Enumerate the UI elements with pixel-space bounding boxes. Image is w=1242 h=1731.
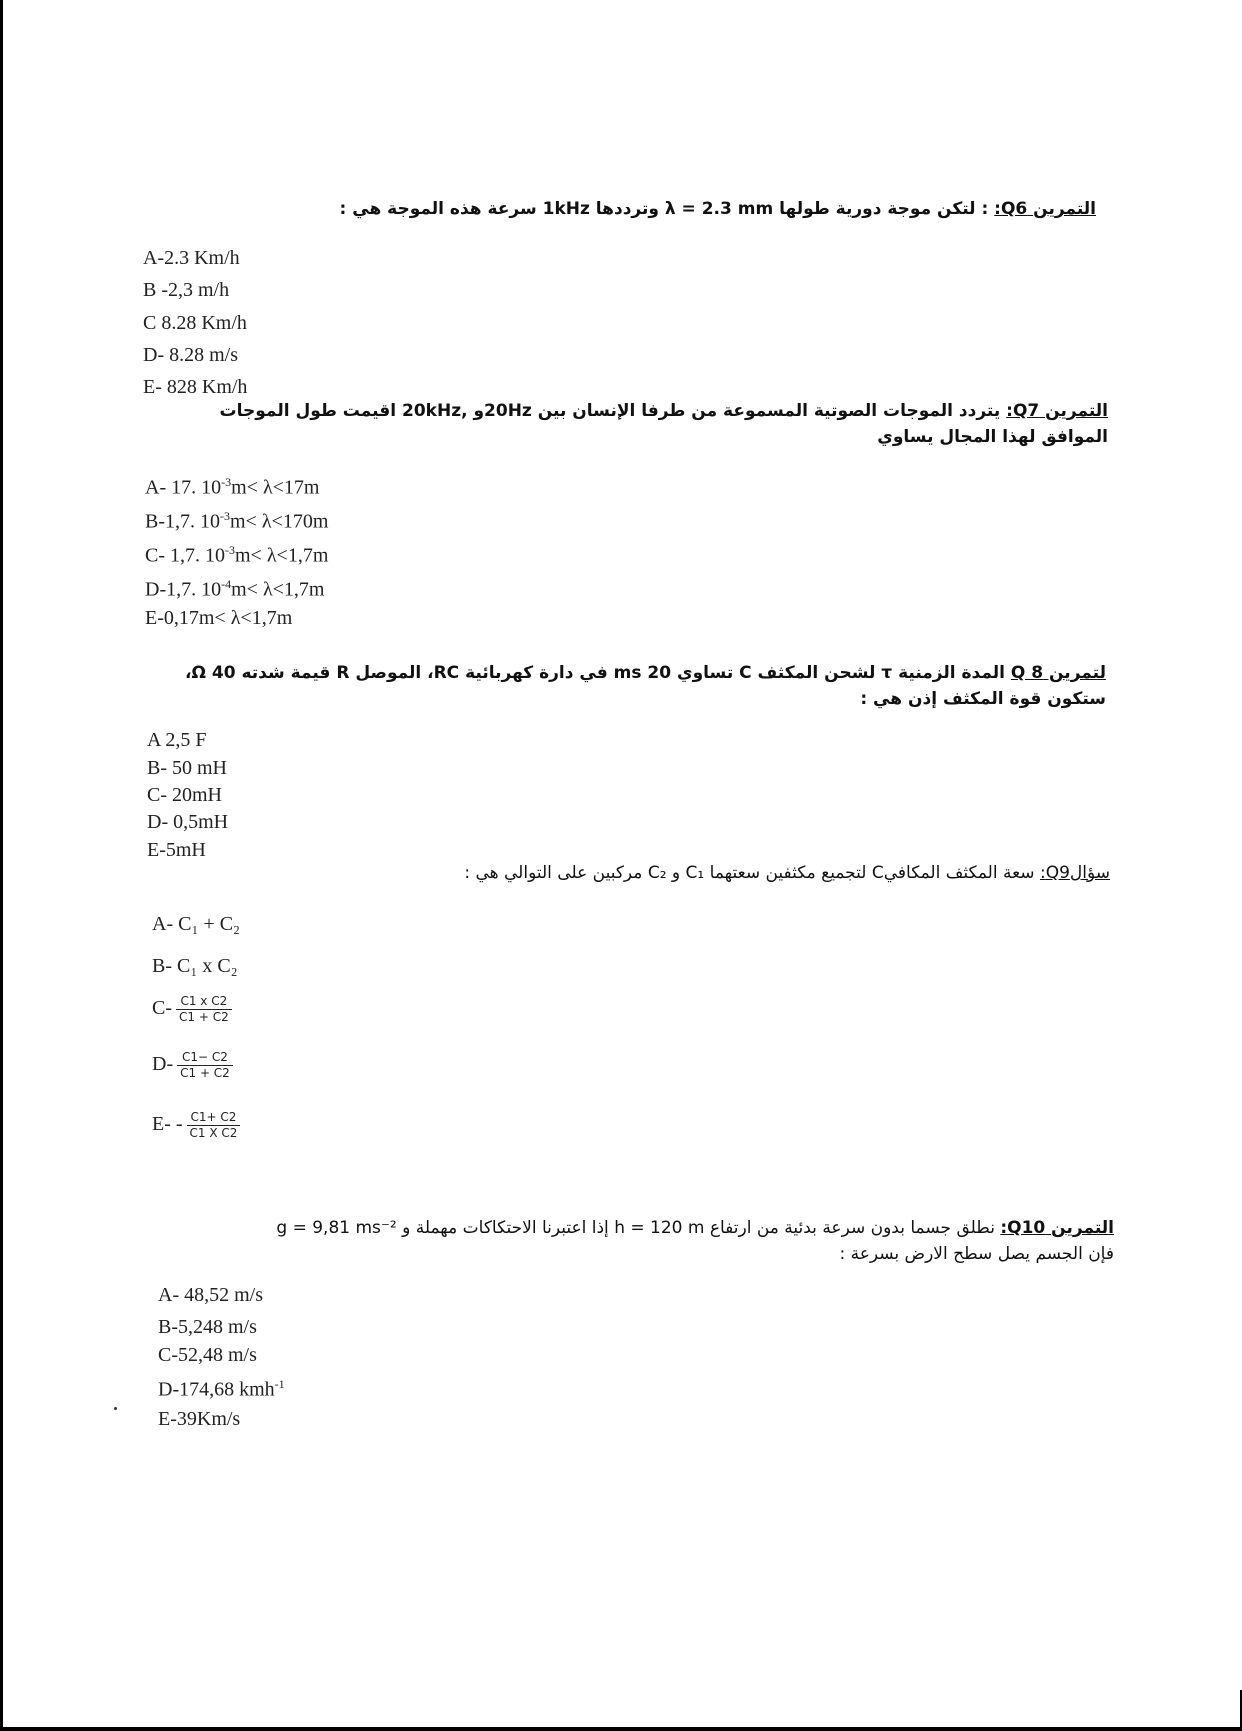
q7-c-range: m< λ<1,7m bbox=[235, 544, 329, 567]
q8-option-d: D- 0,5mH bbox=[147, 811, 229, 833]
q6-text: : لتكن موجة دورية طولها λ = 2.3 mm وترددها 1kHz سرعة هذه الموجة هي : bbox=[339, 199, 989, 219]
q9-d-numerator: C1− C2 bbox=[177, 1050, 233, 1066]
q7-c-base: C- 1,7. 10 bbox=[145, 544, 225, 567]
q7-b-range: m< λ<170m bbox=[230, 510, 329, 533]
q10-option-e: E-39Km/s bbox=[158, 1408, 241, 1430]
q7-option-b bbox=[145, 504, 328, 534]
q7-option-a bbox=[145, 470, 319, 500]
q9-text: سعة المكثف المكافيC لتجميع مكثفين سعتهما C₁ و C₂ مركبين على التوالي هي : bbox=[464, 863, 1035, 883]
q9-d-denominator: C1 + C2 bbox=[180, 1066, 230, 1080]
q8-text: المدة الزمنية τ لشحن المكثف C تساوي 20 ms في دارة كهربائية RC، الموصل R قيمة شدته 40 Ω، bbox=[185, 663, 1005, 683]
q9-option-d bbox=[152, 1050, 233, 1081]
q7-a-range: m< λ<17m bbox=[231, 476, 320, 499]
q9-e-numerator: C1+ C2 bbox=[187, 1110, 241, 1126]
q9-c-fraction bbox=[176, 994, 232, 1025]
q6-option-b: B -2,3 m/h bbox=[143, 279, 230, 301]
q9-label: سؤالQ9: bbox=[1039, 863, 1110, 883]
q8-text-line2: ستكون قوة المكثف إذن هي : bbox=[860, 689, 1106, 709]
q8-option-c: C- 20mH bbox=[147, 784, 222, 806]
scan-border-left bbox=[0, 0, 3, 1731]
q9-e-fraction bbox=[187, 1110, 241, 1141]
q6-option-c: C 8.28 Km/h bbox=[143, 312, 247, 334]
q10-label: التمرين Q10: bbox=[1000, 1218, 1114, 1238]
q6-option-d: D- 8.28 m/s bbox=[143, 344, 238, 366]
q9-c-prefix: C- bbox=[152, 997, 172, 1020]
q10-option-d bbox=[158, 1372, 285, 1402]
q6-option-e: E- 828 Km/h bbox=[143, 376, 248, 398]
q8-option-e: E-5mH bbox=[147, 839, 206, 861]
q8-question bbox=[140, 660, 1106, 712]
q9-c-denominator: C1 + C2 bbox=[179, 1010, 229, 1024]
q7-a-exponent: -3 bbox=[221, 475, 232, 489]
q10-option-b: B-5,248 m/s bbox=[158, 1316, 257, 1338]
q9-option-e bbox=[152, 1110, 240, 1141]
q7-option-c bbox=[145, 538, 328, 568]
q6-label: التمرين Q6: bbox=[994, 199, 1096, 219]
q9-option-c bbox=[152, 994, 232, 1025]
scan-border-bottom bbox=[0, 1727, 1242, 1731]
q7-d-range: m< λ<1,7m bbox=[231, 578, 325, 601]
q7-d-base: D-1,7. 10 bbox=[145, 578, 222, 601]
q7-label: التمرين Q7: bbox=[1006, 401, 1108, 421]
q7-option-e: E-0,17m< λ<1,7m bbox=[145, 607, 293, 629]
q9-d-prefix: D- bbox=[152, 1053, 174, 1076]
q8-label: لتمرين Q 8 bbox=[1010, 663, 1106, 683]
q7-b-exponent: -3 bbox=[220, 509, 230, 523]
q7-c-exponent: -3 bbox=[225, 543, 235, 557]
q7-d-exponent: -4 bbox=[221, 577, 232, 591]
q9-question bbox=[350, 860, 1110, 886]
q10-option-a: A- 48,52 m/s bbox=[158, 1284, 263, 1306]
q10-question bbox=[150, 1215, 1114, 1267]
q9-e-prefix: E- - bbox=[152, 1113, 183, 1136]
q7-a-base: A- 17. 10 bbox=[145, 476, 222, 499]
q10-text-line2: فإن الجسم يصل سطح الارض بسرعة : bbox=[839, 1244, 1114, 1264]
q10-d-base: D-174,68 kmh bbox=[158, 1378, 275, 1401]
q6-option-a: A-2.3 Km/h bbox=[143, 247, 240, 269]
q7-question bbox=[190, 398, 1108, 450]
q9-option-a: A- C₁ + C₂ bbox=[152, 913, 241, 935]
q8-option-b: B- 50 mH bbox=[147, 757, 227, 779]
scan-speck bbox=[114, 1407, 117, 1410]
q7-option-d bbox=[145, 572, 324, 602]
q9-c-numerator: C1 x C2 bbox=[176, 994, 232, 1010]
q7-text-line2: الموافق لهذا المجال يساوي bbox=[877, 427, 1108, 447]
q9-option-b: B- C₁ x C₂ bbox=[152, 955, 238, 977]
q7-b-base: B-1,7. 10 bbox=[145, 510, 220, 533]
q10-d-exponent: -1 bbox=[274, 1377, 285, 1391]
q10-text: نطلق جسما بدون سرعة بدئية من ارتفاع h = 120 m إذا اعتبرنا الاحتكاكات مهملة و g = 9,81 ms⁻² bbox=[276, 1218, 995, 1238]
q9-d-fraction bbox=[177, 1050, 233, 1081]
q7-text: يتردد الموجات الصوتية المسموعة من طرفا الإنسان بين 20Hzو ,20kHz اقيمت طول الموجات bbox=[219, 401, 1001, 421]
q8-option-a: A 2,5 F bbox=[147, 729, 207, 751]
q9-e-denominator: C1 X C2 bbox=[189, 1126, 238, 1140]
q6-question bbox=[290, 196, 1096, 222]
q10-option-c: C-52,48 m/s bbox=[158, 1344, 257, 1366]
